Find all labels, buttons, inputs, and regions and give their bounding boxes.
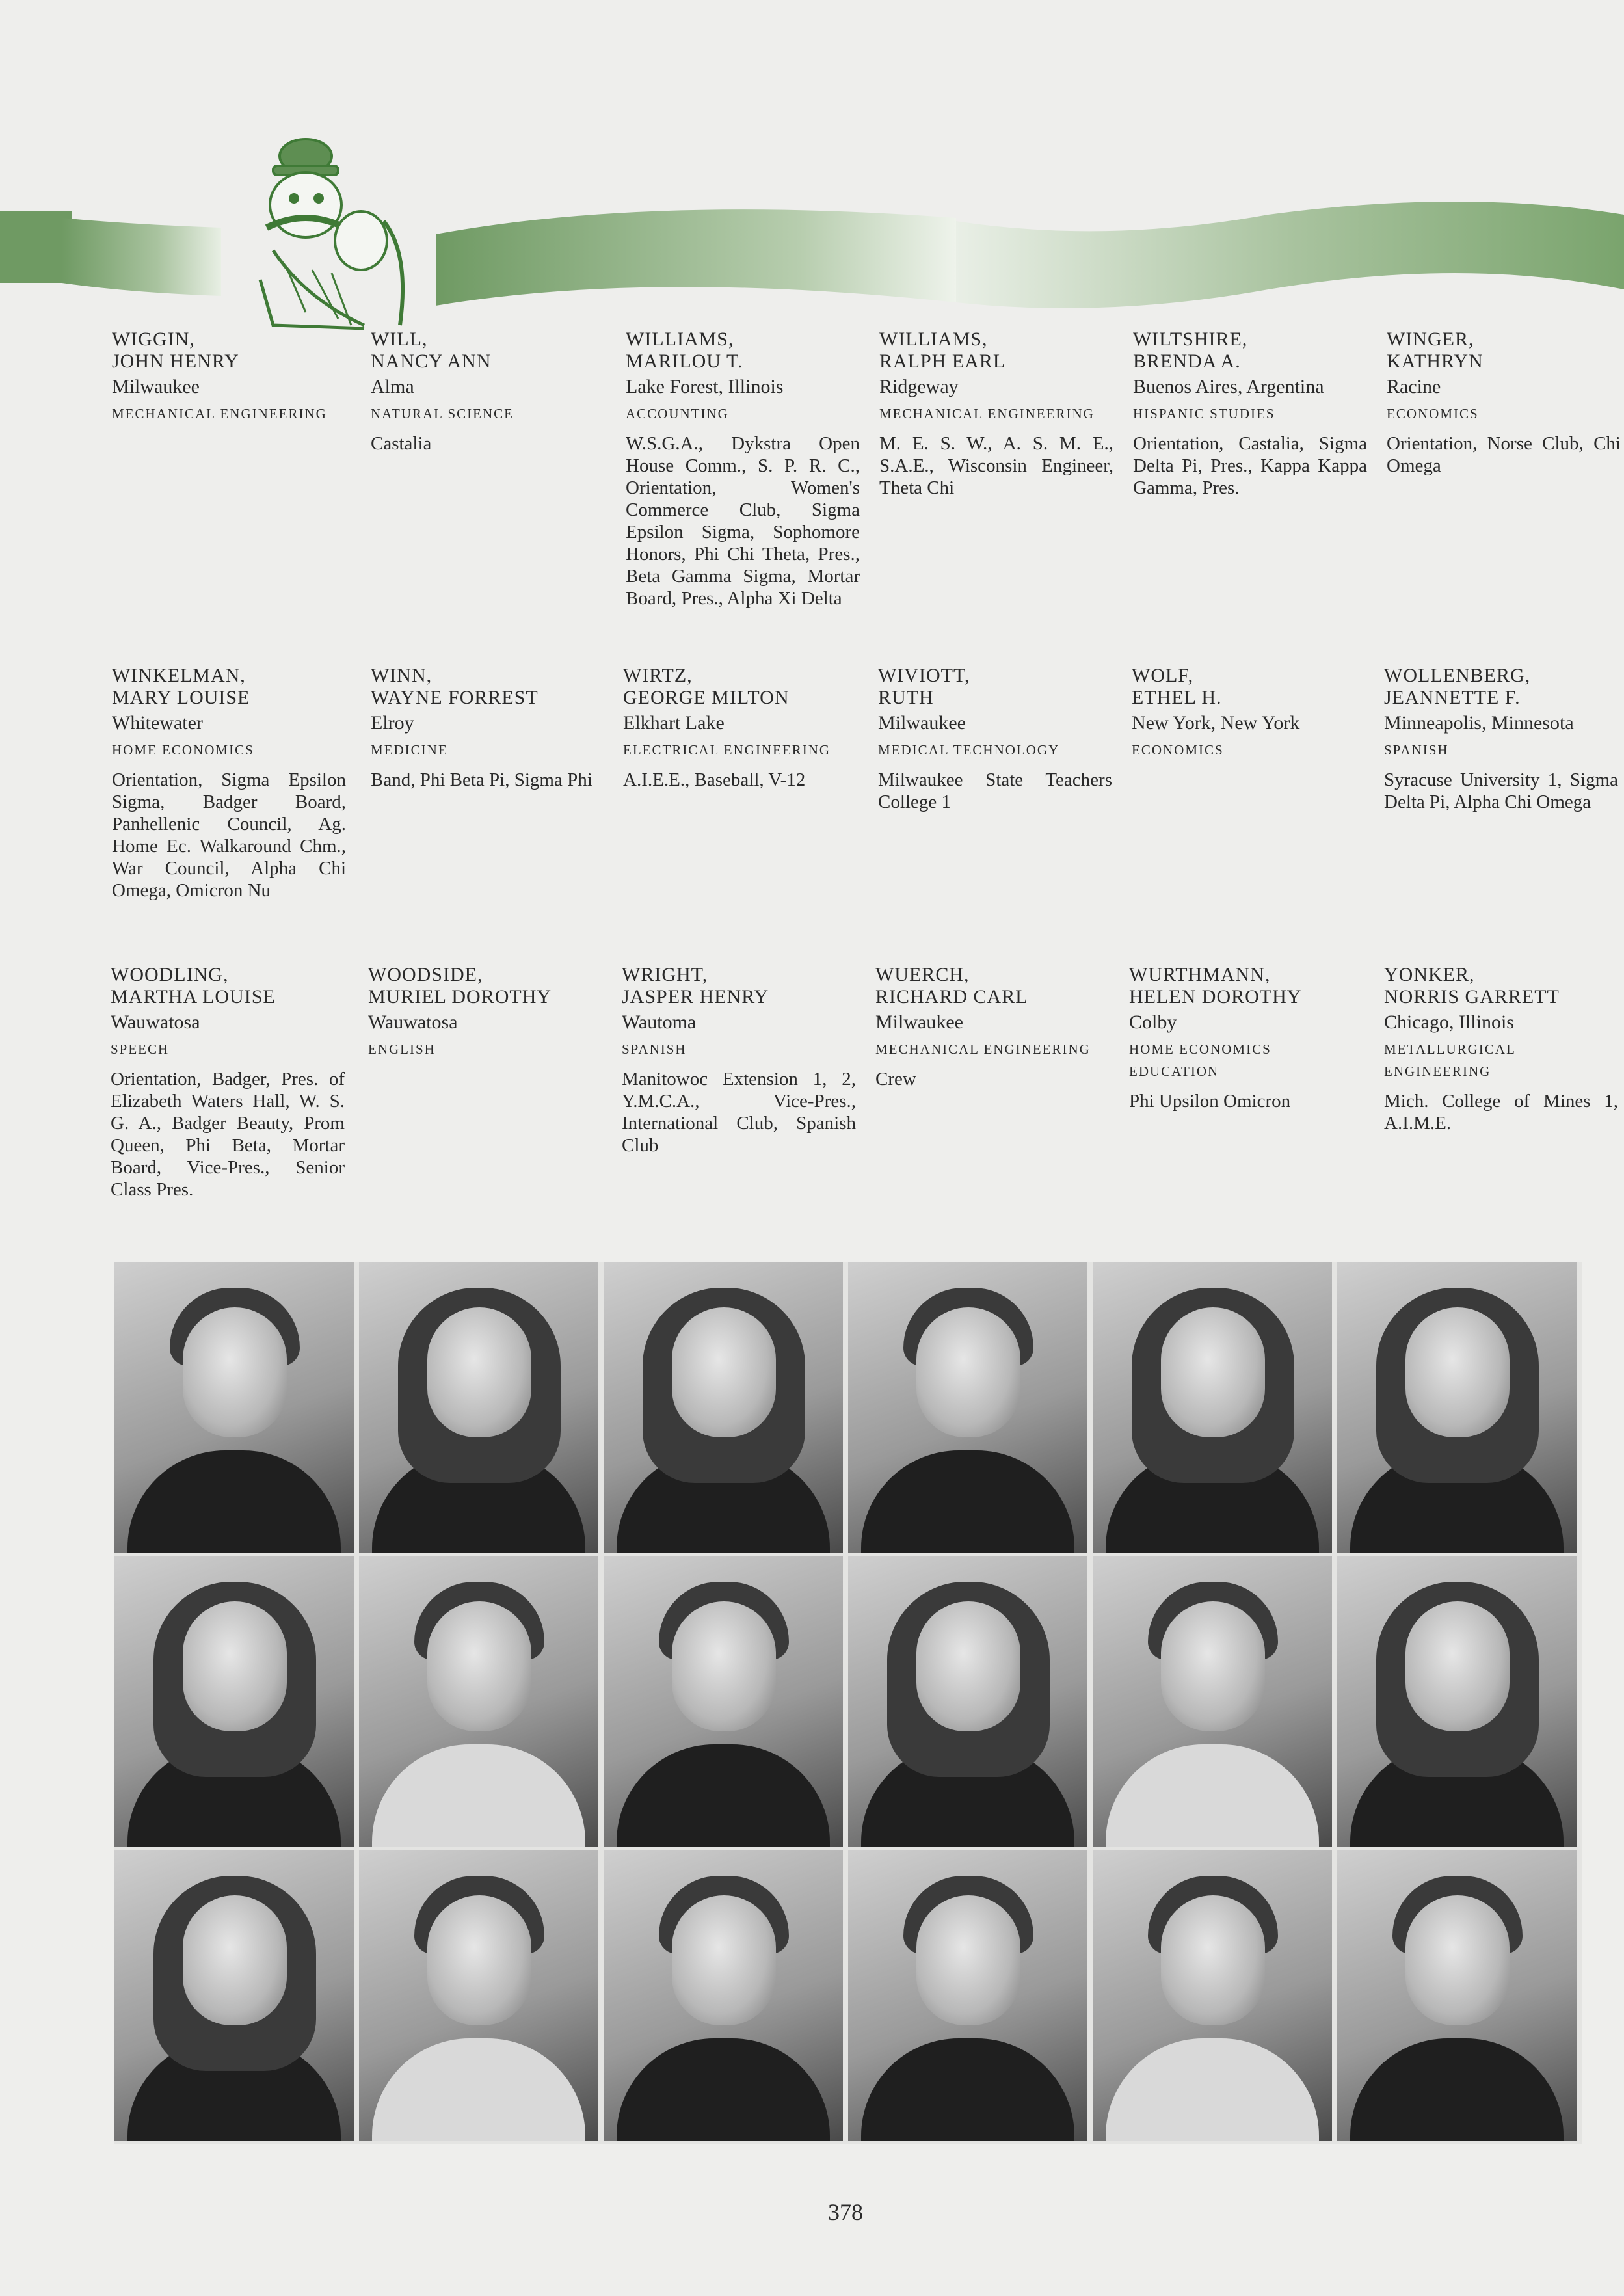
student-portrait [114, 1556, 354, 1847]
student-major: ACCOUNTING [626, 406, 729, 421]
student-hometown: Wauwatosa [368, 1011, 458, 1033]
student-portrait [114, 1850, 354, 2141]
cartoon-mascot-icon [260, 139, 403, 328]
student-given-name: JOHN HENRY [112, 351, 239, 372]
student-major: MECHANICAL ENGINEERING [879, 406, 1095, 421]
student-activities: Mich. College of Mines 1, A.I.M.E. [1384, 1091, 1618, 1134]
student-hometown: Chicago, Illinois [1384, 1011, 1514, 1033]
student-activities: Orientation, Castalia, Sigma Delta Pi, Pres., Kappa Kappa Gamma, Pres. [1133, 433, 1367, 498]
student-given-name: WAYNE FORREST [371, 687, 539, 708]
student-entry [1133, 328, 1367, 499]
portrait-body [617, 1744, 830, 1847]
portrait-body [1106, 1744, 1319, 1847]
student-portrait [1093, 1850, 1332, 2141]
student-entry [878, 665, 1112, 813]
student-major: HOME ECONOMICS [112, 742, 254, 758]
student-surname: WIVIOTT, [878, 665, 970, 686]
student-hometown: Milwaukee [875, 1011, 963, 1033]
student-portrait [359, 1850, 598, 2141]
student-activities: Orientation, Norse Club, Chi Omega [1387, 433, 1621, 476]
student-activities: A.I.E.E., Baseball, V-12 [623, 769, 806, 790]
student-entry [879, 328, 1113, 499]
student-entry [1129, 964, 1363, 1112]
student-hometown: Whitewater [112, 712, 203, 734]
student-surname: WINGER, [1387, 328, 1474, 350]
student-surname: WINN, [371, 665, 433, 686]
student-hometown: Wautoma [622, 1011, 697, 1033]
student-given-name: JASPER HENRY [622, 986, 769, 1008]
student-major: ENGLISH [368, 1041, 436, 1057]
ribbon-banner [0, 130, 1624, 338]
portrait-head [1161, 1601, 1265, 1731]
portrait-head [427, 1601, 531, 1731]
student-surname: WUERCH, [875, 964, 970, 985]
student-surname: WIGGIN, [112, 328, 195, 350]
student-portrait [359, 1556, 598, 1847]
student-entry [1132, 665, 1366, 769]
portrait-head [916, 1601, 1020, 1731]
student-given-name: MARY LOUISE [112, 687, 250, 708]
student-entry [371, 665, 605, 791]
student-entry [112, 328, 346, 433]
student-portrait [604, 1556, 843, 1847]
portrait-head [672, 1601, 776, 1731]
portrait-head [672, 1895, 776, 2025]
student-entry [626, 328, 860, 609]
student-surname: WILTSHIRE, [1133, 328, 1248, 350]
student-given-name: BRENDA A. [1133, 351, 1241, 372]
student-major: ECONOMICS [1132, 742, 1224, 758]
portrait-body [861, 1450, 1074, 1553]
student-entry [112, 665, 346, 901]
student-major: ELECTRICAL ENGINEERING [623, 742, 831, 758]
student-given-name: NORRIS GARRETT [1384, 986, 1560, 1008]
student-hometown: Colby [1129, 1011, 1177, 1033]
student-entry [1384, 665, 1618, 813]
student-major: METALLURGICAL ENGINEERING [1384, 1041, 1516, 1079]
student-portrait [1337, 1262, 1577, 1553]
student-major: HISPANIC STUDIES [1133, 406, 1275, 421]
student-surname: WOODLING, [111, 964, 229, 985]
student-major: SPANISH [1384, 742, 1449, 758]
student-hometown: Milwaukee [112, 376, 200, 397]
student-entry [368, 964, 602, 1068]
student-entry [1384, 964, 1618, 1134]
portrait-head [1405, 1601, 1510, 1731]
portrait-head [916, 1895, 1020, 2025]
student-hometown: Wauwatosa [111, 1011, 200, 1033]
student-hometown: Buenos Aires, Argentina [1133, 376, 1324, 397]
portrait-head [1405, 1895, 1510, 2025]
student-entry [622, 964, 856, 1156]
portrait-head [916, 1307, 1020, 1437]
student-surname: YONKER, [1384, 964, 1475, 985]
student-given-name: RALPH EARL [879, 351, 1006, 372]
student-activities: Milwaukee State Teachers College 1 [878, 769, 1112, 812]
portrait-body [617, 2038, 830, 2141]
student-hometown: Lake Forest, Illinois [626, 376, 784, 397]
student-portrait [1093, 1262, 1332, 1553]
student-given-name: GEORGE MILTON [623, 687, 790, 708]
student-given-name: RUTH [878, 687, 934, 708]
student-activities: Manitowoc Extension 1, 2, Y.M.C.A., Vice-Pres., International Club, Spanish Club [622, 1069, 856, 1156]
student-hometown: Ridgeway [879, 376, 959, 397]
student-activities: M. E. S. W., A. S. M. E., S.A.E., Wisconsin Engineer, Theta Chi [879, 433, 1113, 498]
student-surname: WINKELMAN, [112, 665, 246, 686]
student-hometown: Elroy [371, 712, 414, 734]
student-major: MEDICINE [371, 742, 448, 758]
student-portrait [359, 1262, 598, 1553]
student-surname: WOODSIDE, [368, 964, 483, 985]
portrait-grid [114, 1262, 1582, 2144]
student-activities: Band, Phi Beta Pi, Sigma Phi [371, 769, 592, 790]
student-hometown: Racine [1387, 376, 1441, 397]
page-number: 378 [828, 2199, 863, 2225]
student-major: SPANISH [622, 1041, 687, 1057]
student-surname: WIRTZ, [623, 665, 693, 686]
portrait-body [861, 2038, 1074, 2141]
student-major: HOME ECONOMICS EDUCATION [1129, 1041, 1271, 1079]
student-given-name: MARTHA LOUISE [111, 986, 276, 1008]
student-activities: Orientation, Badger, Pres. of Elizabeth Waters Hall, W. S. G. A., Badger Beauty, Prom Queen, Phi Beta, Mortar Board, Vice-Pres., Senior Class Pres. [111, 1069, 345, 1200]
student-surname: WRIGHT, [622, 964, 708, 985]
student-entry [1387, 328, 1621, 477]
student-activities: Castalia [371, 433, 432, 454]
student-given-name: RICHARD CARL [875, 986, 1028, 1008]
portrait-head [427, 1307, 531, 1437]
portrait-body [372, 1744, 585, 1847]
student-entry [371, 328, 605, 455]
student-portrait [848, 1262, 1087, 1553]
student-major: ECONOMICS [1387, 406, 1479, 421]
student-given-name: HELEN DOROTHY [1129, 986, 1302, 1008]
portrait-head [672, 1307, 776, 1437]
portrait-head [183, 1895, 287, 2025]
portrait-body [1106, 2038, 1319, 2141]
student-portrait [1093, 1556, 1332, 1847]
student-surname: WILLIAMS, [879, 328, 988, 350]
student-activities: Orientation, Sigma Epsilon Sigma, Badger Board, Panhellenic Council, Ag. Home Ec. Walkaround Chm., War Council, Alpha Chi Omega, Omicron Nu [112, 769, 346, 901]
student-activities: Phi Upsilon Omicron [1129, 1091, 1291, 1112]
student-portrait [848, 1850, 1087, 2141]
student-surname: WURTHMANN, [1129, 964, 1271, 985]
student-surname: WOLF, [1132, 665, 1194, 686]
student-given-name: KATHRYN [1387, 351, 1484, 372]
student-hometown: Milwaukee [878, 712, 966, 734]
portrait-head [427, 1895, 531, 2025]
student-given-name: MARILOU T. [626, 351, 743, 372]
student-hometown: Minneapolis, Minnesota [1384, 712, 1574, 734]
student-portrait [1337, 1556, 1577, 1847]
portrait-head [183, 1601, 287, 1731]
student-major: NATURAL SCIENCE [371, 406, 514, 421]
student-activities: Crew [875, 1069, 916, 1089]
student-portrait [114, 1262, 354, 1553]
portrait-body [127, 1450, 341, 1553]
student-given-name: NANCY ANN [371, 351, 492, 372]
student-activities: Syracuse University 1, Sigma Delta Pi, Alpha Chi Omega [1384, 769, 1618, 812]
student-entry [623, 665, 857, 791]
student-hometown: Alma [371, 376, 414, 397]
student-given-name: JEANNETTE F. [1384, 687, 1521, 708]
student-hometown: New York, New York [1132, 712, 1300, 734]
portrait-head [1405, 1307, 1510, 1437]
student-surname: WILL, [371, 328, 428, 350]
portrait-head [183, 1307, 287, 1437]
portrait-head [1161, 1895, 1265, 2025]
student-major: MECHANICAL ENGINEERING [875, 1041, 1091, 1057]
portrait-body [372, 2038, 585, 2141]
student-given-name: ETHEL H. [1132, 687, 1222, 708]
student-portrait [604, 1850, 843, 2141]
student-portrait [1337, 1850, 1577, 2141]
portrait-body [1350, 2038, 1564, 2141]
student-hometown: Elkhart Lake [623, 712, 725, 734]
student-portrait [604, 1262, 843, 1553]
student-surname: WOLLENBERG, [1384, 665, 1531, 686]
student-major: MEDICAL TECHNOLOGY [878, 742, 1060, 758]
student-activities: W.S.G.A., Dykstra Open House Comm., S. P. R. C., Orientation, Women's Commerce Club, Sigma Epsilon Sigma, Sophomore Honors, Phi Chi Theta, Pres., Beta Gamma Sigma, Mortar Board, Pres., Alpha Xi Delta [626, 433, 860, 609]
student-entry [111, 964, 345, 1201]
student-major: SPEECH [111, 1041, 170, 1057]
student-surname: WILLIAMS, [626, 328, 734, 350]
student-given-name: MURIEL DOROTHY [368, 986, 552, 1008]
student-entry [875, 964, 1110, 1090]
student-major: MECHANICAL ENGINEERING [112, 406, 327, 421]
student-portrait [848, 1556, 1087, 1847]
portrait-head [1161, 1307, 1265, 1437]
